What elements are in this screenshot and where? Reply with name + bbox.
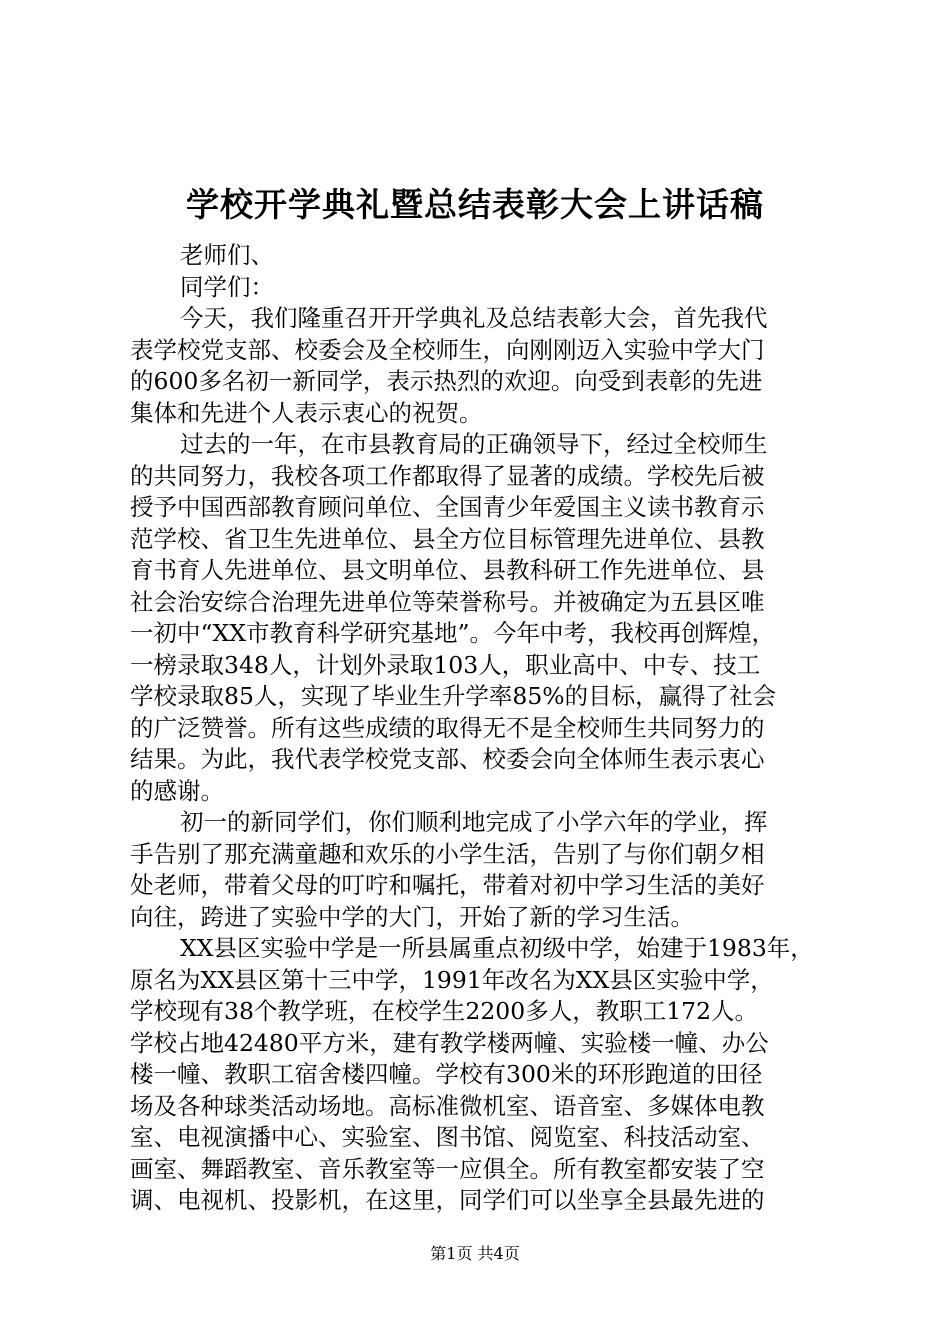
paragraph-line: 调、电视机、投影机，在这里，同学们可以坐享全县最先进的 (130, 1186, 765, 1214)
paragraph-line: 社会治安综合治理先进单位等荣誉称号。并被确定为五县区唯 (130, 587, 765, 616)
paragraph-line: 育书育人先进单位、县文明单位、县教科研工作先进单位、县 (130, 556, 765, 584)
paragraph-line: 授予中国西部教育顾问单位、全国青少年爱国主义读书教育示 (130, 493, 765, 521)
paragraph-line: 向往，跨进了实验中学的大门，开始了新的学习生活。 (130, 902, 694, 931)
document-title: 学校开学典礼暨总结表彰大会上讲话稿 (186, 185, 764, 224)
paragraph-line: 结果。为此，我代表学校党支部、校委会向全体师生表示衷心 (130, 745, 765, 773)
paragraph-line: 楼一幢、教职工宿舍楼四幢。学校有300米的环形跑道的田径 (130, 1060, 763, 1088)
paragraph-line: 一初中“XX市教育科学研究基地”。今年中考，我校再创辉煌， (130, 619, 775, 647)
salutation-line: 老师们、 (180, 241, 274, 269)
paragraph-line: 场及各种球类活动场地。高标准微机室、语音室、多媒体电教 (130, 1091, 765, 1120)
paragraph-line: 的共同努力，我校各项工作都取得了显著的成绩。学校先后被 (130, 461, 765, 490)
paragraph-line: 的广泛赞誉。所有这些成绩的取得无不是全校师生共同努力的 (130, 713, 765, 742)
paragraph-line: 手告别了那充满童趣和欢乐的小学生活，告别了与你们朝夕相 (130, 839, 765, 868)
paragraph-line: 处老师，带着父母的叮咛和嘱托，带着对初中学习生活的美好 (130, 871, 765, 899)
paragraph-line: 的感谢。 (130, 776, 224, 805)
paragraph-line: 过去的一年，在市县教育局的正确领导下，经过全校师生 (180, 430, 768, 458)
paragraph-line: 学校占地42480平方米，建有教学楼两幢、实验楼一幢、办公 (130, 1028, 769, 1057)
salutation-line: 同学们： (180, 272, 274, 301)
paragraph-line: 室、电视演播中心、实验室、图书馆、阅览室、科技活动室、 (130, 1123, 765, 1151)
paragraph-line: XX县区实验中学是一所县属重点初级中学，始建于1983年， (180, 934, 814, 962)
paragraph-line: 学校录取85人，实现了毕业生升学率85%的目标，赢得了社会 (130, 682, 777, 710)
paragraph-line: 集体和先进个人表示衷心的祝贺。 (130, 398, 483, 427)
paragraph-line: 今天，我们隆重召开开学典礼及总结表彰大会，首先我代 (180, 304, 768, 332)
paragraph-line: 范学校、省卫生先进单位、县全方位目标管理先进单位、县教 (130, 524, 765, 553)
paragraph-line: 一榜录取348人，计划外录取103人，职业高中、中专、技工 (130, 650, 761, 679)
document-body (130, 240, 830, 1217)
paragraph-line: 的600多名初一新同学，表示热烈的欢迎。向受到表彰的先进 (130, 367, 763, 395)
page-number-footer: 第1页 共4页 (430, 1244, 520, 1263)
paragraph-line: 初一的新同学们，你们顺利地完成了小学六年的学业，挥 (180, 808, 768, 836)
paragraph-line: 画室、舞蹈教室、音乐教室等一应俱全。所有教室都安装了空 (130, 1154, 765, 1183)
paragraph-line: 学校现有38个教学班，在校学生2200多人，教职工172人。 (130, 997, 759, 1025)
paragraph-line: 表学校党支部、校委会及全校师生，向刚刚迈入实验中学大门 (130, 335, 765, 364)
paragraph-line: 原名为XX县区第十三中学，1991年改名为XX县区实验中学， (130, 965, 774, 994)
